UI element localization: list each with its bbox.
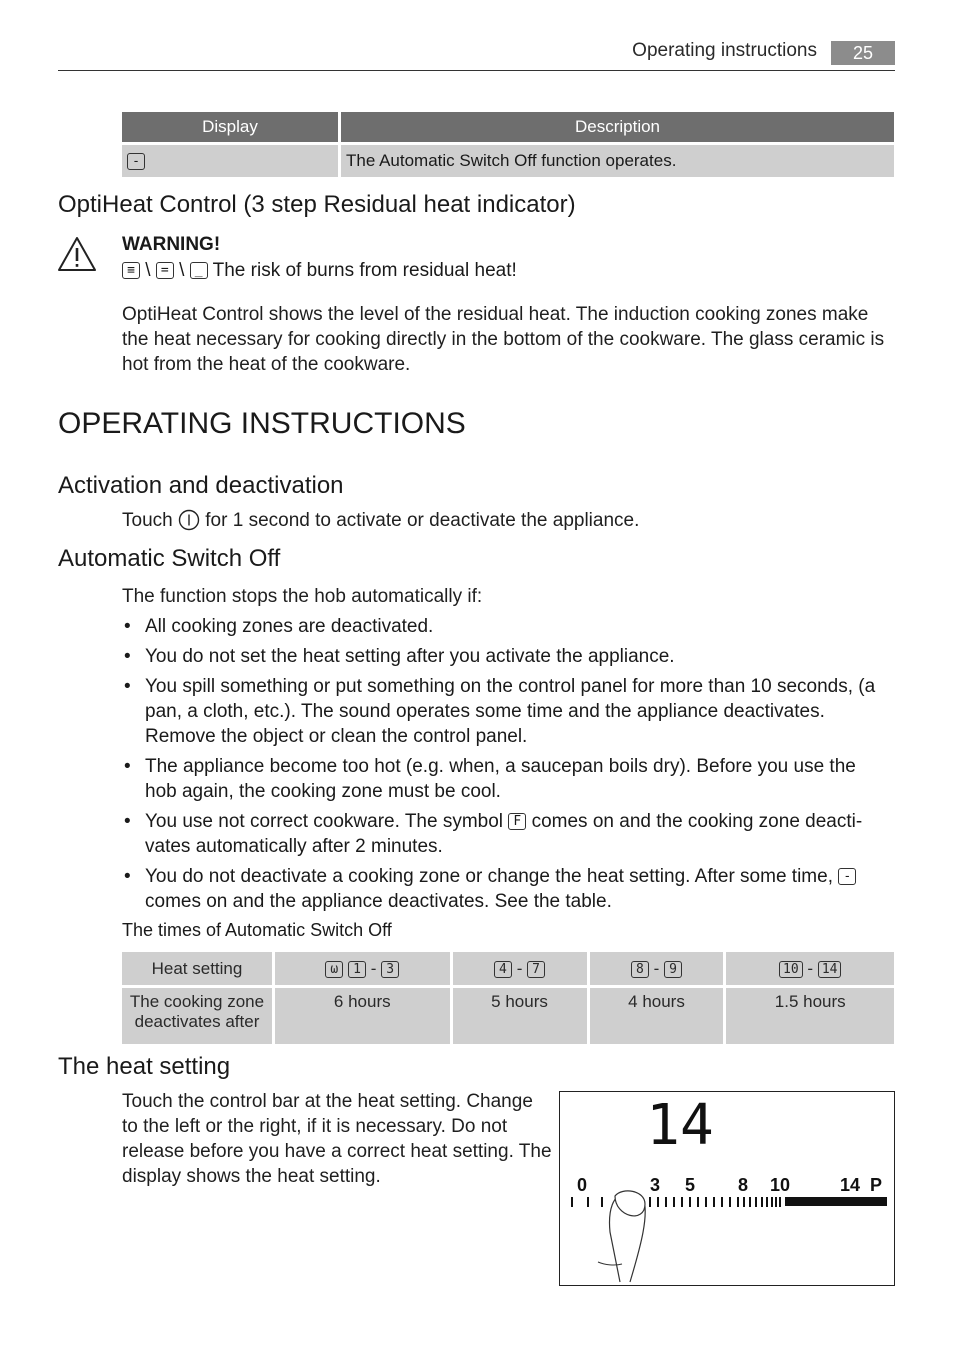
heat-setting-glyph: 3 (381, 961, 399, 978)
scale-label: 8 (737, 1175, 749, 1195)
table-row (122, 988, 894, 1044)
list-item: • You use not correct cookware. The symbol F comes on and the cooking zone deactivates automatically after 2 minutes. (124, 811, 863, 857)
glyph-separator: \ (179, 260, 185, 281)
activation-heading: Activation and deactivation (58, 472, 344, 499)
column-header-description: Description (341, 112, 894, 142)
section-heading: OPERATING INSTRUCTIONS (58, 407, 466, 440)
table-header-row (122, 112, 894, 142)
scale-label: P (869, 1175, 883, 1195)
heat-range-cell: 4 - 7 (453, 952, 587, 985)
optiheat-heading: OptiHeat Control (3 step Residual heat indicator) (58, 191, 576, 218)
page-number: 25 (831, 41, 895, 65)
activation-text-after: for 1 second to activate or deactivate the appliance. (205, 510, 640, 531)
heat-setting-glyph: 7 (527, 961, 545, 978)
warning-line (122, 260, 517, 282)
heat-setting-glyph: 10 (779, 961, 803, 978)
heat-setting-heading: The heat setting (58, 1053, 231, 1080)
heat-range-cell: 10 - 14 (726, 952, 894, 985)
time-cell: 5 hours (453, 988, 587, 1044)
row-label-deactivates-after: The cooking zone deactivates after (122, 988, 272, 1044)
list-item: • All cooking zones are deactivated. (124, 616, 434, 637)
control-bar-figure (560, 1092, 894, 1285)
residual-heat-high-glyph: ≡ (122, 262, 140, 279)
list-item: • The appliance become too hot (e.g. when, a saucepan boils dry). Before you use the hob again, the cooking zone must be cool. (124, 756, 856, 802)
heat-level-display: 14 (646, 1093, 714, 1158)
time-cell: 6 hours (275, 988, 450, 1044)
time-cell: 4 hours (590, 988, 724, 1044)
display-glyph: - (127, 153, 145, 170)
scale-label: 14 (839, 1175, 861, 1195)
display-table (119, 109, 897, 180)
table-caption: The times of Automatic Switch Off (122, 920, 392, 940)
warning-label: WARNING! (122, 234, 221, 255)
table-row (122, 952, 894, 985)
time-cell: 1.5 hours (726, 988, 894, 1044)
heat-range-cell: ω 1 - 3 (275, 952, 450, 985)
scale-label: 3 (649, 1175, 661, 1195)
heat-range-cell: 8 - 9 (590, 952, 724, 985)
table-row (122, 145, 894, 177)
auto-off-heading: Automatic Switch Off (58, 545, 281, 572)
auto-off-times-table (119, 949, 897, 1047)
wrong-cookware-glyph: F (508, 813, 526, 830)
heat-setting-glyph: 14 (818, 961, 842, 978)
column-header-display: Display (122, 112, 338, 142)
activation-text-before: Touch (122, 510, 173, 531)
scale-label: 10 (769, 1175, 791, 1195)
control-panel-illustration (559, 1091, 895, 1286)
heat-setting-glyph: 8 (631, 961, 649, 978)
warning-text: The risk of burns from residual heat! (212, 260, 517, 281)
heat-setting-glyph: 1 (348, 961, 366, 978)
heat-setting-glyph: 9 (664, 961, 682, 978)
header-rule (58, 70, 895, 71)
power-icon (178, 509, 200, 531)
list-item: • You do not deactivate a cooking zone or change the heat setting. After some time, - comes on and the appliance deactivates. See the table. (122, 864, 887, 914)
auto-off-glyph: - (838, 868, 856, 885)
heat-setting-body: Touch the control bar at the heat setting. Change to the left or the right, if it is necessary. Do not release before you have a correct heat setting. The display shows the heat setting. (122, 1091, 552, 1187)
row-label-heat-setting: Heat setting (122, 952, 272, 985)
list-item: • You do not set the heat setting after you activate the appliance. (124, 646, 675, 667)
residual-heat-mid-glyph: = (156, 262, 174, 279)
running-header-title: Operating instructions (632, 40, 817, 61)
table-cell-description: The Automatic Switch Off function operates. (341, 145, 894, 177)
warning-triangle-icon (57, 236, 97, 272)
auto-off-conditions-list (122, 614, 887, 919)
scale-label: 0 (576, 1175, 588, 1195)
activation-text (122, 508, 639, 533)
auto-off-intro: The function stops the hob automatically if: (122, 586, 483, 607)
table-cell-display (122, 145, 338, 177)
optiheat-body: OptiHeat Control shows the level of the residual heat. The induction cooking zones make the heat necessary for cooking directly in the bottom of the cookware. The glass ceramic is hot from the heat of the cookware. (122, 304, 885, 375)
heat-setting-glyph: ω (325, 961, 343, 978)
glyph-separator: \ (145, 260, 151, 281)
scale-label: 5 (684, 1175, 696, 1195)
list-item: • You spill something or put something on the control panel for more than 10 seconds, (a pan, a cloth, etc.). The sound operates some time and the appliance deactivates. Remove the object or clean the control panel. (124, 676, 876, 747)
control-bar-active-segment (785, 1197, 887, 1206)
residual-heat-low-glyph: _ (190, 262, 208, 279)
heat-setting-glyph: 4 (494, 961, 512, 978)
